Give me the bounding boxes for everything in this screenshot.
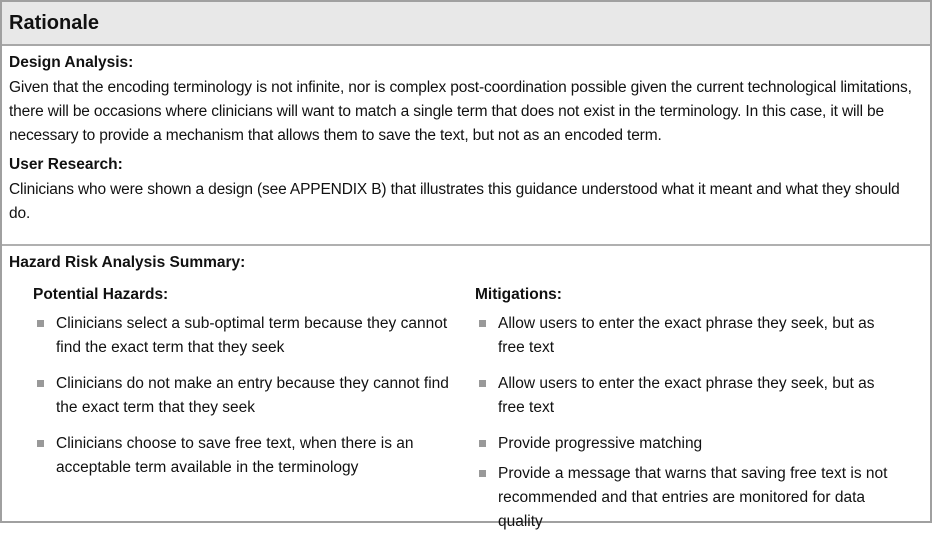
mitigation-text: Provide a message that warns that saving free text is not recommended and that entries are monitored for data quality: [498, 465, 888, 530]
mitigation-text: Allow users to enter the exact phrase they seek, but as free text: [498, 315, 875, 356]
hazard-text: Clinicians do not make an entry because they cannot find the exact term that they seek: [56, 375, 449, 416]
bullet-icon: [37, 440, 44, 447]
user-research-text: Clinicians who were shown a design (see APPENDIX B) that illustrates this guidance understood what it meant and what they should do.: [9, 181, 900, 222]
section-title: Rationale: [2, 2, 930, 46]
hazard-heading: Hazard Risk Analysis Summary:: [9, 254, 246, 271]
bullet-icon: [479, 380, 486, 387]
design-analysis-heading: Design Analysis:: [9, 54, 134, 71]
hazards-heading: Potential Hazards:: [33, 286, 169, 303]
mitigations-heading: Mitigations:: [475, 286, 562, 303]
hazard-item: [33, 432, 456, 480]
bullet-icon: [37, 320, 44, 327]
bullet-icon: [479, 440, 486, 447]
mitigation-item: [475, 432, 898, 456]
hazard-text: Clinicians select a sub-optimal term because they cannot find the exact term that they seek: [56, 315, 448, 356]
hazard-item: [33, 372, 456, 420]
bullet-icon: [37, 380, 44, 387]
hazard-item: [33, 312, 456, 360]
hazards-column: [9, 282, 453, 540]
bullet-icon: [479, 320, 486, 327]
design-analysis-text: Given that the encoding terminology is not infinite, nor is complex post-coordination possible given the current technological limitations, there will be occasions where clinicians will want to match a single term that does not exist in the terminology. In this case, it will be necessary to provide a mechanism that allows them to save the text, but not as an encoded term.: [9, 79, 912, 144]
bullet-icon: [479, 470, 486, 477]
mitigation-item: [475, 462, 898, 534]
mitigation-item: [475, 312, 898, 360]
rationale-section: [2, 46, 930, 246]
mitigation-text: Allow users to enter the exact phrase they seek, but as free text: [498, 375, 875, 416]
user-research-heading: User Research:: [9, 156, 123, 173]
mitigations-column: [453, 282, 897, 540]
hazard-section: [2, 246, 930, 540]
mitigation-text: Provide progressive matching: [498, 435, 703, 452]
hazard-text: Clinicians choose to save free text, when there is an acceptable term available in the terminology: [56, 435, 414, 476]
mitigation-item: [475, 372, 898, 420]
